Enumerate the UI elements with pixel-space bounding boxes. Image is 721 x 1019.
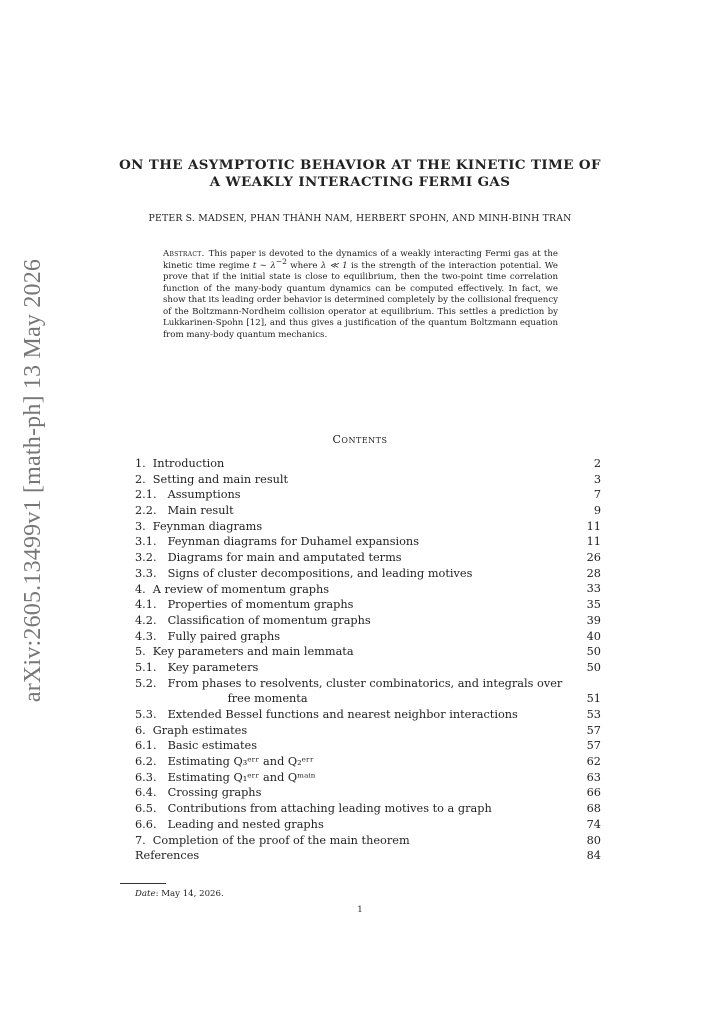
toc-entry-title-text: Contributions from attaching leading motives to a graph [167, 802, 492, 816]
toc-entry-number: 2.1. [135, 488, 157, 502]
toc-entry-page: 66 [586, 786, 601, 800]
toc-entry-title [157, 676, 571, 707]
toc-entry-title-text: A review of momentum graphs [152, 582, 330, 596]
toc-entry-number: 3. [135, 519, 146, 533]
toc-entry-title [146, 582, 571, 598]
arxiv-stamp [14, 258, 54, 702]
toc-entry[interactable] [135, 738, 601, 754]
toc-entry-title-text: Properties of momentum graphs [167, 598, 354, 612]
toc-entry[interactable] [135, 487, 601, 503]
footnote-rule [120, 883, 166, 884]
toc-entry[interactable] [135, 503, 601, 519]
abstract-heading: Abstract. [163, 249, 205, 259]
toc-entry-number: 2.2. [135, 504, 157, 518]
toc-entry-page: 2 [593, 456, 601, 470]
table-of-contents [135, 456, 601, 864]
toc-entry-title-text: Estimating Q₁ᵉʳʳ and Qᵐᵃⁱⁿ [167, 770, 316, 784]
toc-entry-title [157, 566, 571, 582]
toc-entry-title-text: Crossing graphs [167, 786, 262, 800]
toc-entry-title-text: From phases to resolvents, cluster combinatorics, and integrals over [167, 676, 563, 690]
toc-entry[interactable] [135, 785, 601, 801]
toc-entry-page: 68 [586, 802, 601, 816]
toc-entry-title-text: Signs of cluster decompositions, and leading motives [167, 566, 473, 580]
toc-entry-title [157, 597, 571, 613]
toc-entry-title-text: Leading and nested graphs [167, 817, 324, 831]
toc-entry[interactable] [135, 582, 601, 598]
abstract [163, 249, 558, 341]
toc-entry-page: 57 [586, 723, 601, 737]
toc-entry-page: 9 [593, 504, 601, 518]
contents-heading: Contents [332, 433, 388, 446]
toc-entry-number: 6.2. [135, 755, 157, 769]
toc-entry-title-text: Feynman diagrams [152, 519, 263, 533]
toc-entry-number: 6. [135, 723, 146, 737]
toc-entry-page: 39 [586, 613, 601, 627]
toc-entry-title-text: Setting and main result [152, 472, 289, 486]
toc-entry-page: 63 [586, 770, 601, 784]
toc-entry[interactable] [135, 519, 601, 535]
toc-entry-title-text: Estimating Q₃ᵉʳʳ and Q₂ᵉʳʳ [167, 755, 314, 769]
toc-entry-title [157, 785, 571, 801]
toc-entry-number: 6.1. [135, 739, 157, 753]
toc-entry-title-text: Key parameters [167, 660, 259, 674]
toc-entry-title-text: Main result [167, 504, 234, 518]
toc-entry-number: 3.1. [135, 535, 157, 549]
toc-entry[interactable] [135, 817, 601, 833]
toc-entry-page: 50 [586, 660, 601, 674]
abstract-text-1: This paper is devoted to the dynamics of a weakly interacting Fermi gas at the kinetic time regime [163, 249, 558, 271]
toc-entry[interactable] [135, 472, 601, 488]
toc-entry-title [157, 738, 571, 754]
author-list: PETER S. MADSEN, PHAN THÀNH NAM, HERBERT SPOHN, AND MINH-BINH TRAN [148, 213, 572, 224]
toc-entry-title [157, 801, 571, 817]
footnote-label: Date [135, 889, 156, 899]
toc-entry[interactable] [135, 754, 601, 770]
toc-entry-number: 3.3. [135, 566, 157, 580]
toc-entry[interactable] [135, 644, 601, 660]
paper-title [110, 157, 610, 191]
toc-entry-title-text: Extended Bessel functions and nearest neighbor interactions [167, 708, 518, 722]
toc-entry-number: 5. [135, 645, 146, 659]
toc-entry[interactable] [135, 723, 601, 739]
abstract-text-2: where [286, 260, 321, 271]
toc-entry-title-text: Key parameters and main lemmata [152, 645, 354, 659]
toc-entry-page: 11 [586, 519, 601, 533]
abstract-math-1: t ∼ λ [252, 260, 276, 271]
toc-entry-number: 4. [135, 582, 146, 596]
toc-entry-title-text: Feynman diagrams for Duhamel expansions [167, 535, 419, 549]
toc-entry-title [146, 472, 571, 488]
toc-entry-page: 33 [586, 582, 601, 596]
toc-entry-number: 5.2. [135, 676, 157, 690]
toc-entry-page: 26 [586, 551, 601, 565]
toc-entry[interactable] [135, 707, 601, 723]
toc-entry[interactable] [135, 848, 601, 864]
toc-entry-title-text: Diagrams for main and amputated terms [167, 551, 402, 565]
toc-entry-title-text: Assumptions [167, 488, 241, 502]
toc-entry[interactable] [135, 597, 601, 613]
toc-entry-title [157, 503, 571, 519]
toc-entry-title-text: References [135, 849, 200, 863]
toc-entry-number: 3.2. [135, 551, 157, 565]
toc-entry[interactable] [135, 770, 601, 786]
toc-entry-number: 7. [135, 833, 146, 847]
toc-entry-title [157, 629, 571, 645]
title-line-2: A WEAKLY INTERACTING FERMI GAS [209, 174, 511, 190]
toc-entry-title-text: Completion of the proof of the main theorem [152, 833, 410, 847]
toc-entry-number: 6.6. [135, 817, 157, 831]
toc-entry-title [157, 487, 571, 503]
toc-entry-title [135, 848, 571, 864]
toc-entry-title-text: Classification of momentum graphs [167, 613, 371, 627]
toc-entry-title [157, 660, 571, 676]
toc-entry-number: 4.2. [135, 613, 157, 627]
toc-entry-number: 6.3. [135, 770, 157, 784]
arxiv-stamp-text: arXiv:2605.13499v1 [math-ph] 13 May 2026 [20, 258, 47, 702]
toc-entry-title [157, 770, 571, 786]
toc-entry-title [157, 817, 571, 833]
toc-entry-page: 40 [586, 629, 601, 643]
toc-entry-title [146, 456, 571, 472]
toc-entry[interactable] [135, 456, 601, 472]
title-line-1: ON THE ASYMPTOTIC BEHAVIOR AT THE KINETIC TIME OF [119, 157, 601, 173]
toc-entry-page: 50 [586, 645, 601, 659]
toc-entry-page: 57 [586, 739, 601, 753]
toc-entry-page: 51 [586, 692, 601, 706]
toc-entry-page: 74 [586, 817, 601, 831]
toc-entry[interactable] [135, 613, 601, 629]
toc-entry-title-text: Basic estimates [167, 739, 258, 753]
toc-entry-title [146, 644, 571, 660]
toc-entry[interactable] [135, 833, 601, 849]
toc-entry-page: 28 [586, 566, 601, 580]
toc-entry-page: 11 [586, 535, 601, 549]
toc-entry[interactable] [135, 534, 601, 550]
abstract-math-2: λ ≪ 1 [320, 260, 348, 271]
toc-entry-title [157, 613, 571, 629]
toc-entry-title-text: Fully paired graphs [167, 629, 281, 643]
toc-entry-title-text: Graph estimates [152, 723, 248, 737]
toc-entry-title [146, 723, 571, 739]
footnote-value: : May 14, 2026. [155, 889, 224, 899]
toc-entry[interactable] [135, 550, 601, 566]
abstract-math-1-exponent: −2 [275, 256, 287, 266]
toc-entry-title [157, 707, 571, 723]
page-number: 1 [357, 905, 363, 915]
toc-entry[interactable] [135, 801, 601, 817]
toc-entry[interactable] [135, 660, 601, 676]
toc-entry-page: 53 [586, 708, 601, 721]
toc-entry-page: 62 [586, 755, 601, 769]
footnote-date [135, 889, 224, 899]
toc-entry[interactable] [135, 629, 601, 645]
toc-entry-number: 4.3. [135, 629, 157, 643]
toc-entry-number: 6.4. [135, 786, 157, 800]
toc-entry-number: 5.3. [135, 708, 157, 722]
toc-entry-page: 80 [586, 833, 601, 847]
toc-entry-title [157, 534, 571, 550]
toc-entry-title-continuation: free momenta [227, 692, 308, 706]
toc-entry-page: 84 [586, 849, 601, 863]
toc-entry-number: 4.1. [135, 598, 157, 612]
toc-entry-number: 5.1. [135, 660, 157, 674]
toc-entry[interactable] [135, 566, 601, 582]
abstract-text-3: is the strength of the interaction potential. We prove that if the initial state is close to equilibrium, then the two-point time correlation function of the many-body quantum dynamics can be computed effectively. In fact, we show that its leading order behavior is determined completely by the collisional frequency of the Boltzmann-Nordheim collision operator at equilibrium. This settles a prediction by Lukkarinen-Spohn [12], and thus gives a justification of the quantum Boltzmann equation from many-body quantum mechanics. [163, 260, 559, 340]
toc-entry-title [146, 833, 571, 849]
toc-entry-page: 3 [593, 472, 601, 486]
toc-entry-title [146, 519, 571, 535]
toc-entry-title [157, 550, 571, 566]
toc-entry-number: 1. [135, 457, 146, 470]
toc-entry-title [157, 754, 571, 770]
toc-entry-title-text: Introduction [152, 457, 225, 470]
toc-entry-number: 6.5. [135, 802, 157, 816]
toc-entry[interactable] [135, 676, 601, 707]
toc-entry-number: 2. [135, 472, 146, 486]
toc-entry-page: 7 [593, 488, 601, 502]
toc-entry-page: 35 [586, 598, 601, 612]
